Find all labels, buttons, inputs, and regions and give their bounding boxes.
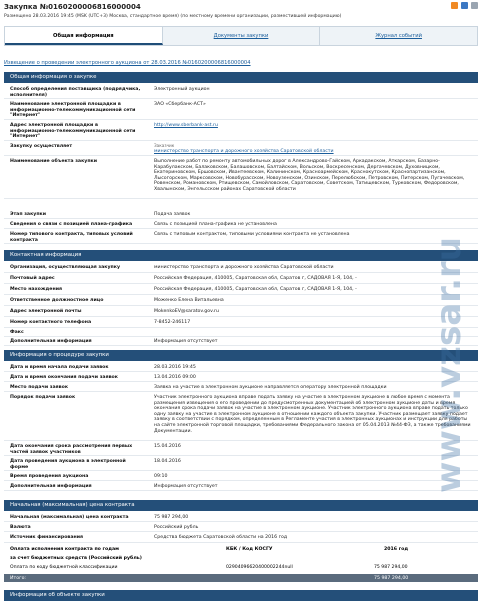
- help-icon[interactable]: [471, 2, 478, 9]
- table-row: Наименование объекта закупки Выполнение работ по ремонту автомобильных дорог в Александрово-Гайском, Аркадакском, Аткарском, Базарно-Карабулакском, Балаковском, Балашовском, Балтайском, Вольском, Воскресенском, Дергачевском, Духовницком, Екатериновском, Ершовском, Ивантеевском, Калининском, Красноармейском, Краснокутском, Краснопартизанском, Лысогорском, Марксовском, Новобурасском, Новоузенском, Озинском, Перелюбском, Петровском, Питерском, Пугачевском, Ровенском, Романовском, Ртищевском, Самойловском, Саратовском, Советском, Татищевском, Турковском, Федоровском, Хвалынском, Энгельсском районах Саратовской области: [4, 157, 478, 199]
- section-header: Информация о процедуре закупки: [4, 350, 478, 361]
- total-row: Итого: 75 987 294,00: [4, 574, 478, 582]
- table-row: Номер контактного телефона 7-8452-246117: [4, 318, 478, 328]
- table-row: Факс: [4, 329, 478, 337]
- section-header: Общая информация о закупке: [4, 72, 478, 83]
- table-row: Дата проведения аукциона в электронной форме 18.04.2016: [4, 457, 478, 471]
- table-row: Время проведения аукциона 09:10: [4, 472, 478, 481]
- print-icon[interactable]: [461, 2, 468, 9]
- section-header: Контактная информация: [4, 250, 478, 261]
- table-row: Дата и время начала подачи заявок 28.03.2016 19:45: [4, 363, 478, 372]
- table-row: Порядок подачи заявок Участник электронного аукциона вправе подать заявку на участие в электронном аукционе в любое время с момента размещения извещения о его проведении до предусмотренных документацией об электронном аукционе даты и время окончания срока подачи заявок на участие в электронном аукционе. Участник электронного аукциона вправе подать только одну заявку на участие в электронном аукционе в отношении каждого объекта закупки. Участник размещает заявку подает заявку в соответствии с порядком, определенным в Регламенте участия в электронных аукционах и инструкции для работы на сайте электронной торговой площадки, требованиями Федерального закона от 05.04.2013 №44-ФЗ, а также требованиями Документации.: [4, 393, 478, 441]
- notice-link[interactable]: Извещение о проведении электронного аукциона от 28.03.2016 №0160200006816000004: [4, 60, 251, 66]
- page-title: Закупка №0160200006816000004: [4, 3, 141, 11]
- section-general-cont: [4, 210, 478, 246]
- table-row: Адрес электронной почты MokenkoEV@saratov.gov.ru: [4, 307, 478, 317]
- section-contact: [4, 250, 478, 346]
- table-row: Закупку осуществляет Заказчик министерство транспорта и дорожного хозяйства Саратовской области: [4, 142, 478, 156]
- table-row: Дата и время окончания подачи заявок 13.04.2016 09:00: [4, 373, 478, 382]
- platform-url-link[interactable]: http://www.sberbank-ast.ru: [154, 123, 218, 128]
- section-procedure: [4, 350, 478, 498]
- table-row: Почтовый адрес Российская Федерация, 410005, Саратовская обл, Саратов г, САДОВАЯ 1-Я, 104, -: [4, 274, 478, 284]
- watermark: [429, 150, 480, 580]
- section-price: Начальная (максимальная) цена контракта Начальная (максимальная) цена контракта 75 987 294,00 Валюта Российский рубль Источник финансирования Средства бюджета Саратовской области на 2016 год Оплата исполнения контракта по годам КБК / Код КОСГУ 2016 год за счет бюджетных средств (Российский рубль) Оплата по коду бюджетной классификации 02904096620400002244null 75 987 294,00 Итого: 75 987 294,00: [4, 500, 478, 588]
- table-row: Дополнительная информация Информация отсутствует: [4, 338, 478, 346]
- table-row: Организация, осуществляющая закупку министерство транспорта и дорожного хозяйства Саратовской области: [4, 263, 478, 273]
- table-row: Начальная (максимальная) цена контракта 75 987 294,00: [4, 513, 478, 522]
- svg-text:www.vzsar.ru: www.vzsar.ru: [429, 237, 469, 493]
- tab-events[interactable]: Журнал событий: [375, 33, 422, 39]
- section-object: [4, 590, 478, 600]
- table-row: Источник финансирования Средства бюджета Саратовской области на 2016 год: [4, 533, 478, 543]
- rss-icon[interactable]: [451, 2, 458, 9]
- tab-general[interactable]: Общая информация: [5, 27, 163, 45]
- table-row: Место нахождения Российская Федерация, 410005, Саратовская обл, Саратов г, САДОВАЯ 1-Я, 104, -: [4, 285, 478, 295]
- table-row: Дополнительная информация Информация отсутствует: [4, 482, 478, 491]
- customer-link[interactable]: министерство транспорта и дорожного хозяйства Саратовской области: [154, 148, 334, 154]
- table-row: Ответственное должностное лицо Моженко Елена Витальевна: [4, 296, 478, 306]
- table-row: Место подачи заявок Заявка на участие в электронном аукционе направляется оператору электронной площадки: [4, 383, 478, 392]
- section-header: Начальная (максимальная) цена контракта: [4, 500, 478, 511]
- top-bar: [0, 0, 482, 19]
- table-row: Дата окончания срока рассмотрения первых частей заявок участников 15.04.2016: [4, 442, 478, 456]
- table-row: Этап закупки Подача заявок: [4, 210, 478, 219]
- table-row: Номер типового контракта, типовых условий контракта Связь с типовым контрактом, типовыми условиями контракта не установлена: [4, 230, 478, 244]
- section-general: [4, 72, 478, 212]
- tab-documents[interactable]: Документы закупки: [163, 27, 321, 45]
- table-row: Адрес электронной площадки в информационно-телекоммуникационной сети "Интернет" http://www.sberbank-ast.ru: [4, 121, 478, 141]
- posted-date: Размещено 28.03.2016 19:45 (MSK (UTC+3) Москва, стандартное время) (по местному времени организации, разместившей информацию): [4, 14, 342, 19]
- tabs-bar: [4, 26, 478, 46]
- table-row: Сведения о связи с позицией плана-графика Связь с позицией плана-графика не установлена: [4, 220, 478, 229]
- section-header: Информация об объекте закупки: [4, 590, 478, 601]
- table-row: Способ определения поставщика (подрядчика, исполнителя) Электронный аукцион: [4, 85, 478, 99]
- toolbar-icons: [451, 2, 478, 9]
- table-row: Валюта Российский рубль: [4, 523, 478, 532]
- table-row: Наименование электронной площадки в информационно-телекоммуникационной сети "Интернет" ЗАО «Сбербанк-АСТ»: [4, 100, 478, 120]
